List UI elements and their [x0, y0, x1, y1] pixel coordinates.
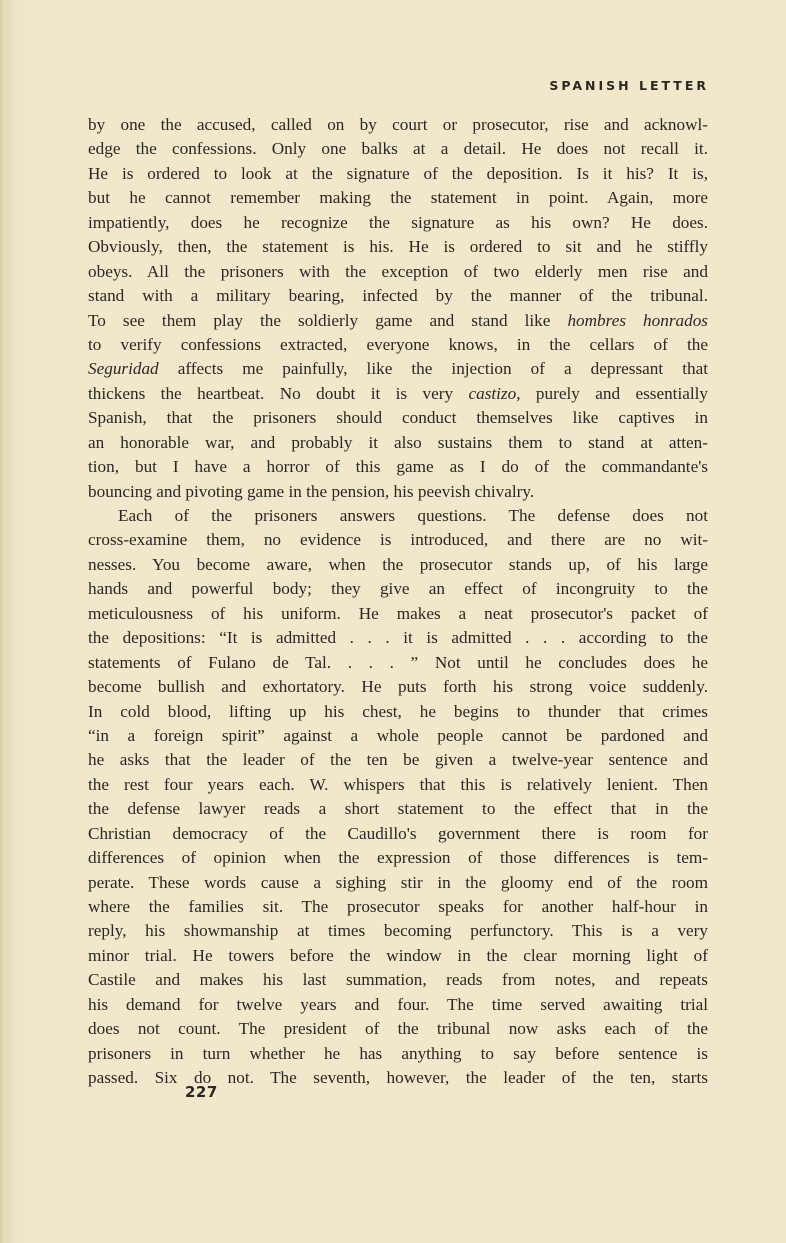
- text-line: hands and powerful body; they give an effect of incongruity to the: [88, 579, 708, 599]
- italic-phrase: castizo,: [468, 383, 521, 403]
- text-segment: affects me painfully, like the injection of a depressant that: [177, 359, 708, 379]
- text-segment: thickens the heartbeat. No doubt it is very: [88, 383, 454, 403]
- text-line: Christian democracy of the Caudillo's government there is room for: [88, 823, 708, 843]
- text-line: In cold blood, lifting up his chest, he begins to thunder that crimes: [88, 701, 708, 721]
- text-line: Obviously, then, the statement is his. He is ordered to sit and he stiffly: [88, 237, 708, 257]
- text-line: cross-examine them, no evidence is introduced, and there are no wit-: [88, 530, 708, 550]
- text-line: does not count. The president of the tribunal now asks each of the: [88, 1019, 708, 1039]
- text-line: “in a foreign spirit” against a whole people cannot be pardoned and: [88, 725, 708, 745]
- text-line: minor trial. He towers before the window in the clear morning light of: [88, 945, 708, 965]
- running-head: SPANISH LETTER: [549, 78, 709, 93]
- page-number: 227: [185, 1083, 218, 1101]
- text-line: passed. Six do not. The seventh, however, the leader of the ten, starts: [88, 1068, 708, 1088]
- text-line: but he cannot remember making the statement in point. Again, more: [88, 188, 708, 208]
- text-line: Each of the prisoners answers questions. The defense does not: [118, 506, 708, 525]
- text-line: obeys. All the prisoners with the exception of two elderly men rise and: [88, 261, 708, 281]
- text-line: by one the accused, called on by court or prosecutor, rise and acknowl-: [88, 115, 708, 134]
- text-line: to verify confessions extracted, everyone knows, in the cellars of the: [88, 334, 708, 354]
- italic-phrase: hombres honrados: [567, 310, 708, 330]
- text-line: nesses. You become aware, when the prosecutor stands up, of his large: [88, 554, 708, 574]
- text-line: differences of opinion when the expression of those differences is tem-: [88, 848, 708, 868]
- text-line: Castile and makes his last summation, reads from notes, and repeats: [88, 970, 708, 990]
- text-line: [88, 309, 708, 333]
- text-line: [88, 382, 708, 406]
- text-line: where the families sit. The prosecutor speaks for another half-hour in: [88, 897, 708, 916]
- italic-phrase: Seguridad: [88, 359, 159, 379]
- text-line: the defense lawyer reads a short statement to the effect that in the: [88, 799, 708, 819]
- text-line: the depositions: “It is admitted . . . it is admitted . . . according to the: [88, 628, 708, 648]
- text-line: edge the confessions. Only one balks at a detail. He does not recall it.: [88, 139, 708, 159]
- text-line: his demand for twelve years and four. The time served awaiting trial: [88, 994, 708, 1014]
- text-line: impatiently, does he recognize the signature as his own? He does.: [88, 212, 708, 232]
- paragraph: [88, 504, 708, 1091]
- text-line: an honorable war, and probably it also sustains them to stand at atten-: [88, 432, 708, 452]
- text-line: bouncing and pivoting game in the pension, his peevish chivalry.: [88, 481, 535, 501]
- text-segment: purely and essentially: [535, 383, 708, 403]
- text-segment: To see them play the soldierly game and stand like: [88, 310, 551, 330]
- body-text: [88, 113, 708, 1091]
- page-gutter: [0, 0, 6, 1243]
- paragraph: [88, 113, 708, 504]
- text-line: he asks that the leader of the ten be given a twelve-year sentence and: [88, 750, 708, 770]
- text-line: reply, his showmanship at times becoming perfunctory. This is a very: [88, 921, 708, 941]
- text-line: the rest four years each. W. whispers that this is relatively lenient. Then: [88, 774, 708, 794]
- text-line: stand with a military bearing, infected by the manner of the tribunal.: [88, 286, 708, 306]
- text-line: prisoners in turn whether he has anything to say before sentence is: [88, 1043, 708, 1063]
- text-line: Spanish, that the prisoners should conduct themselves like captives in: [88, 408, 708, 428]
- text-line: perate. These words cause a sighing stir in the gloomy end of the room: [88, 872, 708, 892]
- text-line: statements of Fulano de Tal. . . . ” Not until he concludes does he: [88, 652, 708, 672]
- text-line: tion, but I have a horror of this game as I do of the commandante's: [88, 457, 708, 477]
- text-line: become bullish and exhortatory. He puts forth his strong voice suddenly.: [88, 677, 708, 697]
- text-line: meticulousness of his uniform. He makes a neat prosecutor's packet of: [88, 603, 708, 623]
- text-line: He is ordered to look at the signature of the deposition. Is it his? It is,: [88, 163, 708, 183]
- text-line: [88, 357, 708, 381]
